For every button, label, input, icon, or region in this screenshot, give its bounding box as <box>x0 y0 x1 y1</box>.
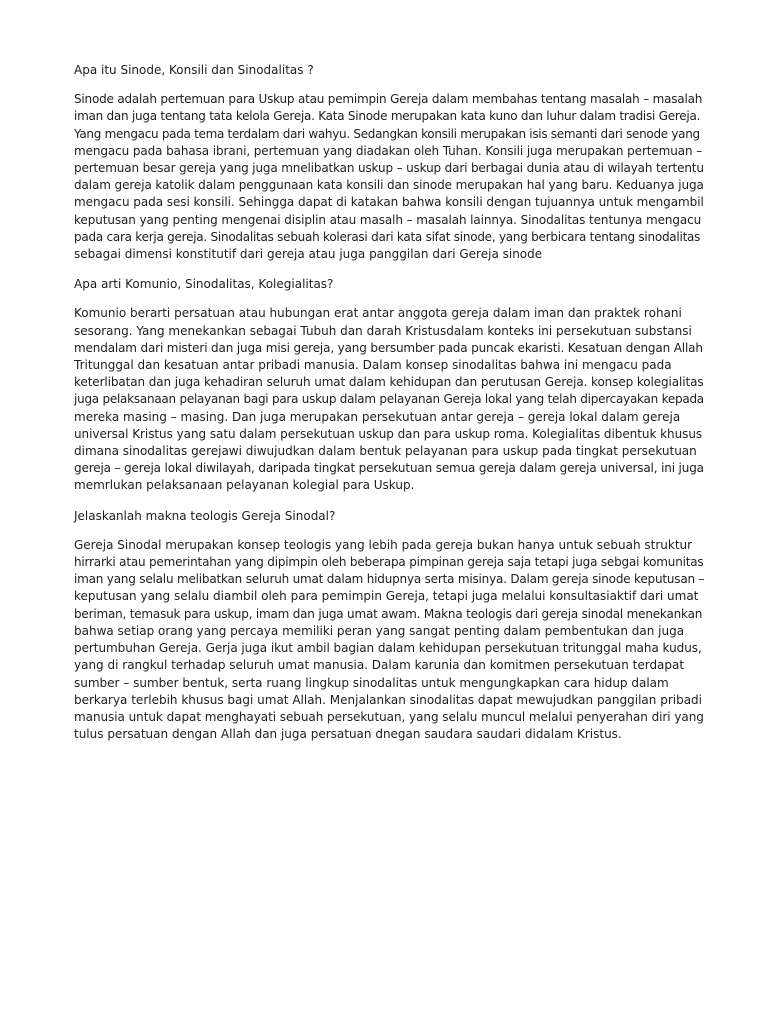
text-line: sebagai dimensi konstitutif dari gereja atau juga panggilan dari Gereja sinode <box>74 247 543 262</box>
text-line: beriman, temasuk para uskup, imam dan juga umat awam. Makna teologis dari gereja sinodal menekankan <box>74 606 703 621</box>
answer-paragraph <box>74 91 704 263</box>
question-heading: Apa itu Sinode, Konsili dan Sinodalitas ? <box>74 63 314 77</box>
text-line: sesorang. Yang menekankan sebagai Tubuh dan darah Kristusdalam konteks ini persekutuan substansi <box>74 323 692 338</box>
text-line: pertemuan besar gereja yang juga mnelibatkan uskup – uskup dari berbagai dunia atau di wilayah tertentu <box>74 161 704 176</box>
text-line: tulus persatuan dengan Allah dan juga persatuan dnegan saudara saudari didalam Kristus. <box>74 727 622 742</box>
answer-paragraph <box>74 537 704 743</box>
text-line: keterlibatan dan juga kehadiran seluruh umat dalam kehidupan dan perutusan Gereja. konsep kolegialitas <box>74 375 704 390</box>
document-body <box>74 62 704 756</box>
text-line: mengacu pada bahasa ibrani, pertemuan yang diadakan oleh Tuhan. Konsili juga merupakan pertemuan – <box>74 143 703 158</box>
text-line: memrlukan pelaksanaan pelayanan kolegial para Uskup. <box>74 478 415 493</box>
text-line: Yang mengacu pada tema terdalam dari wahyu. Sedangkan konsili merupakan isis semanti dari senode yang <box>74 126 700 141</box>
text-line: pada cara kerja gereja. Sinodalitas sebuah kolerasi dari kata sifat sinode, yang berbicara tentang sinodalitas <box>74 229 701 244</box>
text-line: sumber – sumber bentuk, serta ruang lingkup sinodalitas untuk mengungkapkan cara hidup dalam <box>74 675 669 690</box>
answer-paragraph <box>74 305 704 494</box>
text-line: keputusan yang penting mengenai disiplin atau masalh – masalah lainnya. Sinodalitas tentunya mengacu <box>74 212 702 227</box>
text-line: keputusan yang selalu diambil oleh para pemimpin Gereja, tetapi juga melalui konsultasiaktif dari umat <box>74 589 699 604</box>
text-line: mendalam dari misteri dan juga misi gereja, yang bersumber pada puncak ekaristi. Kesatuan dengan Allah <box>74 340 703 355</box>
text-line: Sinode adalah pertemuan para Uskup atau pemimpin Gereja dalam membahas tentang masalah – masalah <box>74 92 703 107</box>
text-line: hirrarki atau pemerintahan yang dipimpin oleh beberapa pimpinan gereja saja tetapi juga sebgai komunitas <box>74 555 704 570</box>
text-line: dalam gereja katolik dalam penggunaan kata konsili dan sinode merupakan hal yang baru. Keduanya juga <box>74 178 704 193</box>
text-line: iman dan juga tentang tata kelola Gereja. Kata Sinode merupakan kata kuno dan luhur dalam tradisi Gereja. <box>74 109 701 124</box>
text-line: pertumbuhan Gereja. Gerja juga ikut ambil bagian dalam kehidupan persekutuan tritunggal maha kudus, <box>74 641 702 656</box>
text-line: berkarya terlebih khusus bagi umat Allah. Menjalankan sinodalitas dapat mewujudkan panggilan pribadi <box>74 692 703 707</box>
text-line: mereka masing – masing. Dan juga merupakan persekutuan antar gereja – gereja lokal dalam gereja <box>74 409 681 424</box>
text-line: juga pelaksanaan pelayanan bagi para uskup dalam pelayanan Gereja lokal yang telah dipercayakan kepada <box>74 392 704 407</box>
question-heading: Apa arti Komunio, Sinodalitas, Kolegialitas? <box>74 277 334 292</box>
text-line: gereja – gereja lokal diwilayah, daripada tingkat persekutuan semua gereja dalam gereja universal, ini juga <box>74 461 704 476</box>
text-line: Komunio berarti persatuan atau hubungan erat antar anggota gereja dalam iman dan praktek rohani <box>74 306 682 321</box>
text-line: mengacu pada sesi konsili. Sehingga dapat di katakan bahwa konsili dengan tujuannya untuk mengambil <box>74 195 704 210</box>
text-line: yang di rangkul terhadap seluruh umat manusia. Dalam karunia dan komitmen persekutuan terdapat <box>74 658 685 673</box>
text-line: dimana sinodalitas gerejawi diwujudkan dalam bentuk pelayanan para uskup pada tingkat persekutuan <box>74 444 697 459</box>
text-line: Tritunggal dan kesatuan antar pribadi manusia. Dalam konsep sinodalitas bahwa ini mengacu pada <box>74 358 672 373</box>
text-line: bahwa setiap orang yang percaya memiliki peran yang sangat penting dalam pembentukan dan juga <box>74 623 685 638</box>
text-line: Gereja Sinodal merupakan konsep teologis yang lebih pada gereja bukan hanya untuk sebuah struktur <box>74 537 693 552</box>
text-line: manusia untuk dapat menghayati sebuah persekutuan, yang selalu muncul melalui penyerahan diri yang <box>74 709 704 724</box>
text-line: iman yang selalu melibatkan seluruh umat dalam hidupnya serta misinya. Dalam gereja sinode keputusan – <box>74 572 705 587</box>
text-line: universal Kristus yang satu dalam persekutuan uskup dan para uskup roma. Kolegialitas dibentuk khusus <box>74 426 703 441</box>
question-heading: Jelaskanlah makna teologis Gereja Sinodal? <box>74 508 336 523</box>
